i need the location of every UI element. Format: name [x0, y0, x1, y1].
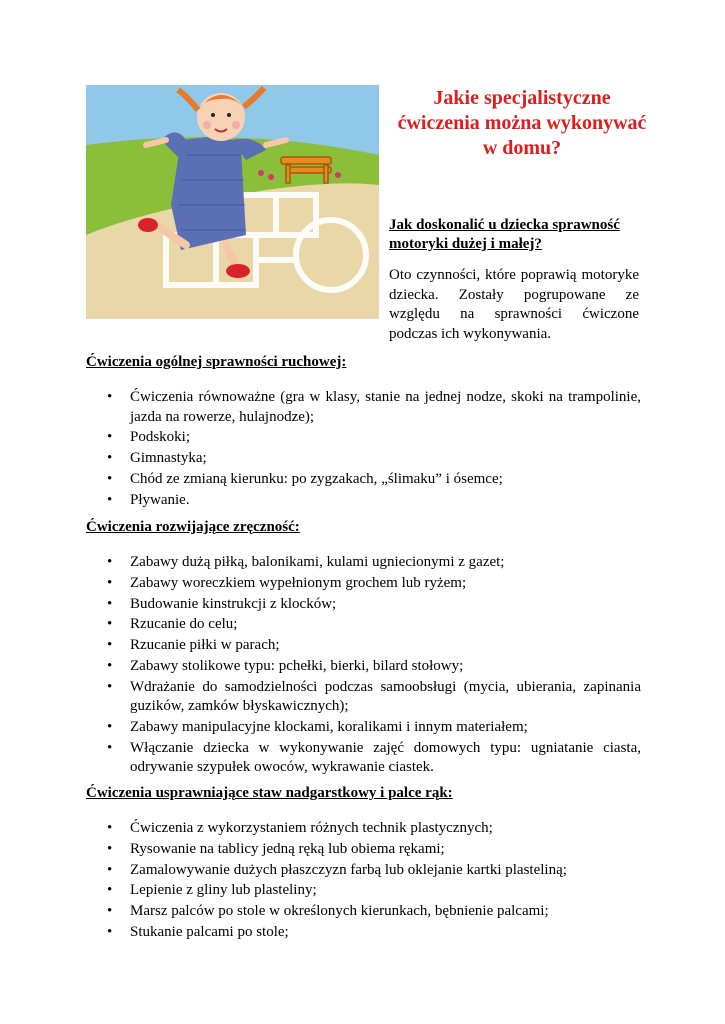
list-item: • Podskoki;: [86, 428, 641, 448]
section-wrist-fingers: [86, 784, 641, 944]
intro-paragraph: Oto czynności, które poprawią motoryke dziecka. Zostały pogrupowane ze względu na sprawności ćwiczone podczas ich wykonywania.: [389, 267, 639, 342]
list-item: • Zabawy manipulacyjne klockami, koralikami i innym materiałem;: [86, 718, 641, 738]
list-item: • Zabawy stolikowe typu: pchełki, bierki, bilard stołowy;: [86, 657, 641, 677]
list-item: • Budowanie kinstrukcji z klocków;: [86, 595, 641, 615]
section-heading: Ćwiczenia usprawniające staw nadgarstkowy i palce rąk:: [86, 785, 453, 801]
list-item: • Rysowanie na tablicy jedną ręką lub obiema rękami;: [86, 840, 641, 860]
list-item: • Marsz palców po stole w określonych kierunkach, bębnienie palcami;: [86, 902, 641, 922]
list-item: • Rzucanie do celu;: [86, 615, 641, 635]
bullet-list: [86, 819, 641, 942]
list-item: • Pływanie.: [86, 491, 641, 511]
section-heading: Ćwiczenia rozwijające zręczność:: [86, 519, 300, 535]
subheading: Jak doskonalić u dziecka sprawność motoryki dużej i małej?: [389, 217, 620, 252]
girl-hopscotch-illustration: [86, 85, 379, 319]
list-item: • Włączanie dziecka w wykonywanie zajęć domowych typu: ugniatanie ciasta, odrywanie szypułek owoców, wykrawanie ciastek.: [86, 739, 641, 778]
bullet-list: [86, 553, 641, 778]
list-item: • Zabawy dużą piłką, balonikami, kulami ugniecionymi z gazet;: [86, 553, 641, 573]
list-item: • Gimnastyka;: [86, 449, 641, 469]
list-item: • Ćwiczenia z wykorzystaniem różnych technik plastycznych;: [86, 819, 641, 839]
list-item: • Lepienie z gliny lub plasteliny;: [86, 881, 641, 901]
title-line: w domu?: [482, 137, 562, 159]
title-line: ćwiczenia można wykonywać: [397, 112, 647, 134]
list-item: • Wdrażanie do samodzielności podczas samoobsługi (mycia, ubierania, zapinania guzików, zamków błyskawicznych);: [86, 678, 641, 717]
section-heading: Ćwiczenia ogólnej sprawności ruchowej:: [86, 354, 347, 370]
list-item: • Zamalowywanie dużych płaszczyzn farbą lub oklejanie kartki plasteliną;: [86, 861, 641, 881]
bullet-list: [86, 388, 641, 510]
section-dexterity: [86, 518, 641, 779]
list-item: • Stukanie palcami po stole;: [86, 923, 641, 943]
list-item: • Rzucanie piłki w parach;: [86, 636, 641, 656]
list-item: • Chód ze zmianą kierunku: po zygzakach, „ślimaku” i ósemce;: [86, 470, 641, 490]
list-item: • Zabawy woreczkiem wypełnionym grochem lub ryżem;: [86, 574, 641, 594]
title-line: Jakie specjalistyczne: [433, 87, 611, 109]
section-general-fitness: [86, 353, 641, 511]
page-title: [384, 86, 660, 161]
list-item: • Ćwiczenia równoważne (gra w klasy, stanie na jednej nodze, skoki na trampolinie, jazda na rowerze, hulajnodze);: [86, 388, 641, 427]
